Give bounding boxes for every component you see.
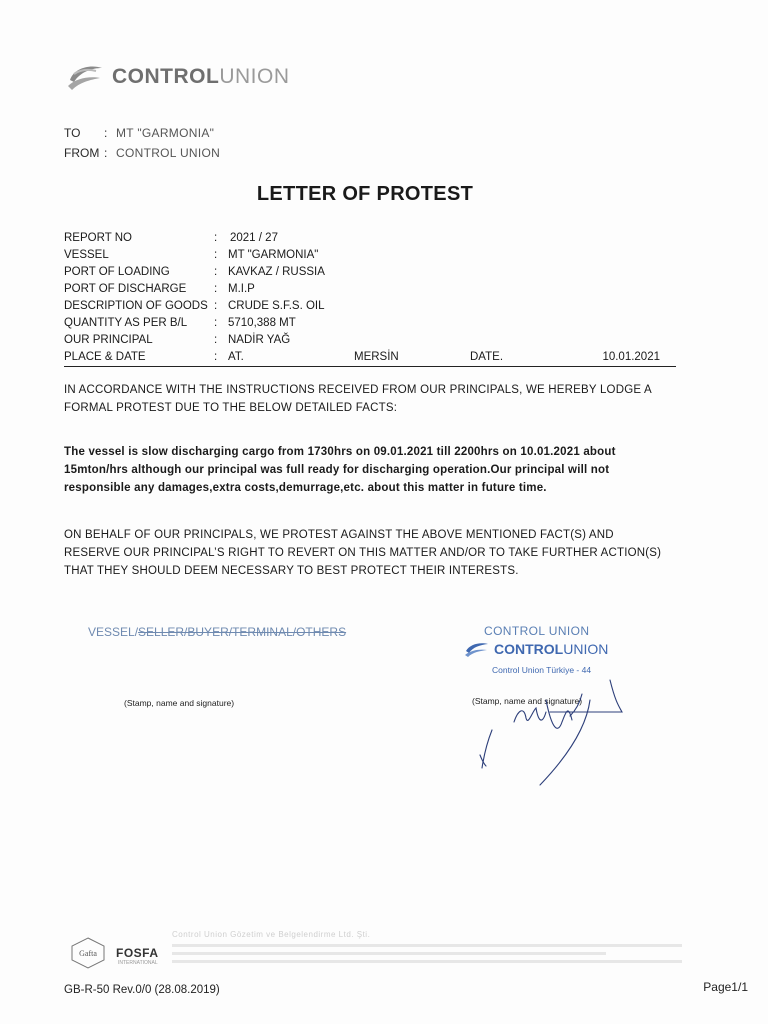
- handwritten-signature: [440, 660, 640, 790]
- from-label: FROM: [64, 146, 100, 160]
- fosfa-subtitle: INTERNATIONAL: [118, 960, 158, 966]
- control-union-swoosh-icon: [64, 60, 106, 94]
- gafta-badge-icon: [68, 936, 108, 970]
- closing-paragraph: ON BEHALF OF OUR PRINCIPALS, WE PROTEST AGAINST THE ABOVE MENTIONED FACT(S) AND RESERVE OUR PRINCIPAL’S RIGHT TO REVERT ON THIS MATTER AND/OR TO TAKE FURTHER ACTION(S) THAT THEY SHOULD DEEM NECESSARY TO BEST PROTECT THEIR INTERESTS.: [64, 529, 662, 577]
- field-place-date: PLACE & DATE : AT. MERSİN DATE. 10.01.2021: [64, 349, 676, 367]
- brand-name: CONTROLUNION: [112, 65, 290, 88]
- control-union-logo: [64, 60, 290, 94]
- date-label: DATE.: [470, 351, 504, 363]
- form-code: GB-R-50 Rev.0/0 (28.08.2019): [64, 984, 220, 996]
- field-port-of-discharge: PORT OF DISCHARGE : M.I.P: [64, 283, 255, 295]
- left-signature-caption: (Stamp, name and signature): [124, 698, 235, 708]
- from-line: FROM : CONTROL UNION: [64, 146, 221, 160]
- fosfa-logo: FOSFA: [116, 946, 159, 960]
- struck-parties: SELLER/BUYER/TERMINAL/OTHERS: [138, 625, 347, 639]
- stamp-title: CONTROL UNION: [484, 624, 590, 638]
- document-title: LETTER OF PROTEST: [256, 183, 474, 205]
- field-vessel: VESSEL : MT "GARMONIA": [64, 249, 319, 261]
- stamp-subtitle: Control Union Türkiye - 44: [492, 665, 592, 675]
- to-value: MT "GARMONIA": [116, 126, 215, 140]
- field-port-of-loading: PORT OF LOADING : KAVKAZ / RUSSIA: [64, 266, 325, 278]
- field-description-of-goods: DESCRIPTION OF GOODS : CRUDE S.F.S. OIL: [64, 300, 325, 312]
- svg-text:Gafta: Gafta: [79, 949, 97, 958]
- stamp-swoosh-icon: [464, 640, 490, 658]
- page-number: Page1/1: [703, 980, 748, 994]
- field-quantity: QUANTITY AS PER B/L : 5710,388 MT: [64, 317, 296, 329]
- date-value: 10.01.2021: [602, 351, 660, 363]
- place-value: MERSİN: [354, 351, 399, 363]
- intro-paragraph: IN ACCORDANCE WITH THE INSTRUCTIONS RECEIVED FROM OUR PRINCIPALS, WE HEREBY LODGE A FORMAL PROTEST DUE TO THE BELOW DETAILED FACTS:: [64, 384, 652, 414]
- facts-paragraph: The vessel is slow discharging cargo from 1730hrs on 09.01.2021 till 2200hrs on 10.01.2021 about 15mton/hrs although our principal was full ready for discharging operation.Our principal will not responsible any damages,extra costs,demurrage,etc. about this matter in future time.: [64, 446, 616, 494]
- to-line: TO : MT "GARMONIA": [64, 126, 215, 140]
- to-label: TO: [64, 126, 81, 140]
- from-value: CONTROL UNION: [116, 146, 221, 160]
- vessel-signatory-line: VESSEL/SELLER/BUYER/TERMINAL/OTHERS: [88, 625, 347, 639]
- report-fields: [64, 230, 676, 367]
- field-report-no: REPORT NO : 2021 / 27: [64, 232, 278, 244]
- footer-company-info: Control Union Gözetim ve Belgelendirme Ltd. Şti.: [172, 930, 682, 963]
- stamp-logo: CONTROLUNION: [464, 640, 608, 658]
- right-signature-caption: (Stamp, name and signature): [472, 696, 583, 706]
- field-our-principal: OUR PRINCIPAL : NADİR YAĞ: [64, 334, 291, 346]
